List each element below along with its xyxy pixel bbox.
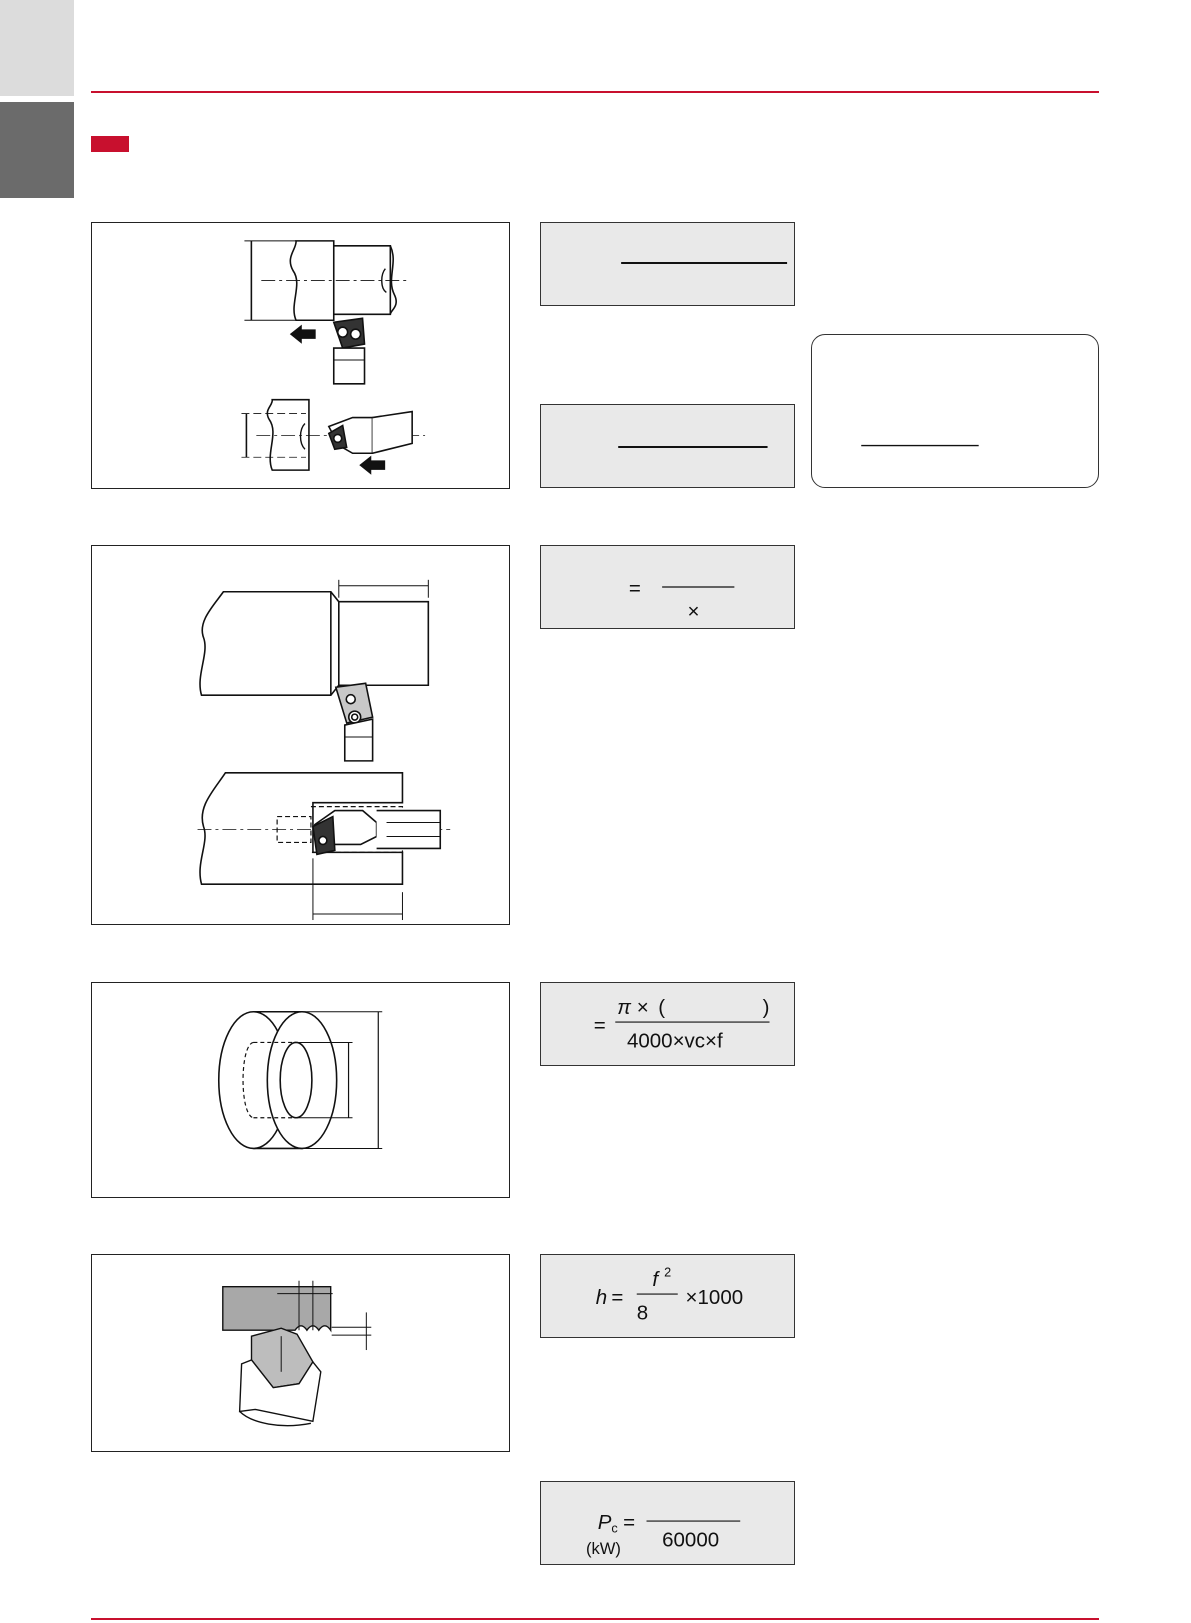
turning-diameter-illustration	[92, 223, 509, 488]
times-sign: ×	[687, 600, 700, 624]
h-symbol: h	[595, 1285, 608, 1309]
header-rule	[91, 91, 1099, 93]
pc-subscript: c	[611, 1521, 618, 1536]
unit-kw: (kW)	[585, 1539, 621, 1559]
formula-facing-time-graphic	[541, 983, 794, 1065]
open-paren: (	[658, 996, 666, 1020]
formula-facing-time	[540, 982, 795, 1066]
equals-sign: =	[611, 1285, 624, 1309]
equals-sign: =	[628, 576, 641, 600]
figure-facing	[91, 982, 510, 1198]
pi-symbol: π	[617, 996, 631, 1020]
note-box	[811, 334, 1099, 488]
equals-sign: =	[593, 1013, 606, 1037]
section-tab-light	[0, 0, 74, 96]
surface-roughness-illustration	[92, 1255, 509, 1451]
figure-surface-roughness	[91, 1254, 510, 1452]
section-tab-dark	[0, 102, 74, 198]
formula-cutting-power	[540, 1481, 795, 1565]
denominator: 60000	[662, 1528, 720, 1552]
times-sign: ×	[636, 996, 649, 1020]
squared: 2	[664, 1265, 672, 1280]
formula-roughness	[540, 1254, 795, 1338]
formula-roughness-graphic	[541, 1255, 794, 1337]
machining-length-illustration	[92, 546, 509, 924]
fraction-bar	[541, 223, 794, 305]
formula-machining-time	[540, 545, 795, 629]
close-paren: )	[762, 996, 770, 1020]
formula-cutting-speed	[540, 222, 795, 306]
footer-rule	[91, 1618, 1099, 1620]
figure-turning-diameter	[91, 222, 510, 489]
facing-illustration	[92, 983, 509, 1197]
f-symbol: f	[652, 1268, 659, 1292]
formula-machining-time-graphic	[541, 546, 794, 628]
equals-sign: =	[623, 1510, 636, 1534]
times-1000: ×1000	[685, 1285, 744, 1309]
denominator: 4000×vc×f	[626, 1029, 723, 1053]
pc-symbol: P	[597, 1510, 612, 1534]
formula-cutting-power-graphic	[541, 1482, 794, 1564]
fraction-bar	[541, 405, 794, 487]
formula-spindle-speed	[540, 404, 795, 488]
section-marker	[91, 136, 129, 152]
note-fraction-bar	[812, 335, 1098, 487]
figure-machining-length	[91, 545, 510, 925]
divisor-eight: 8	[636, 1301, 649, 1325]
